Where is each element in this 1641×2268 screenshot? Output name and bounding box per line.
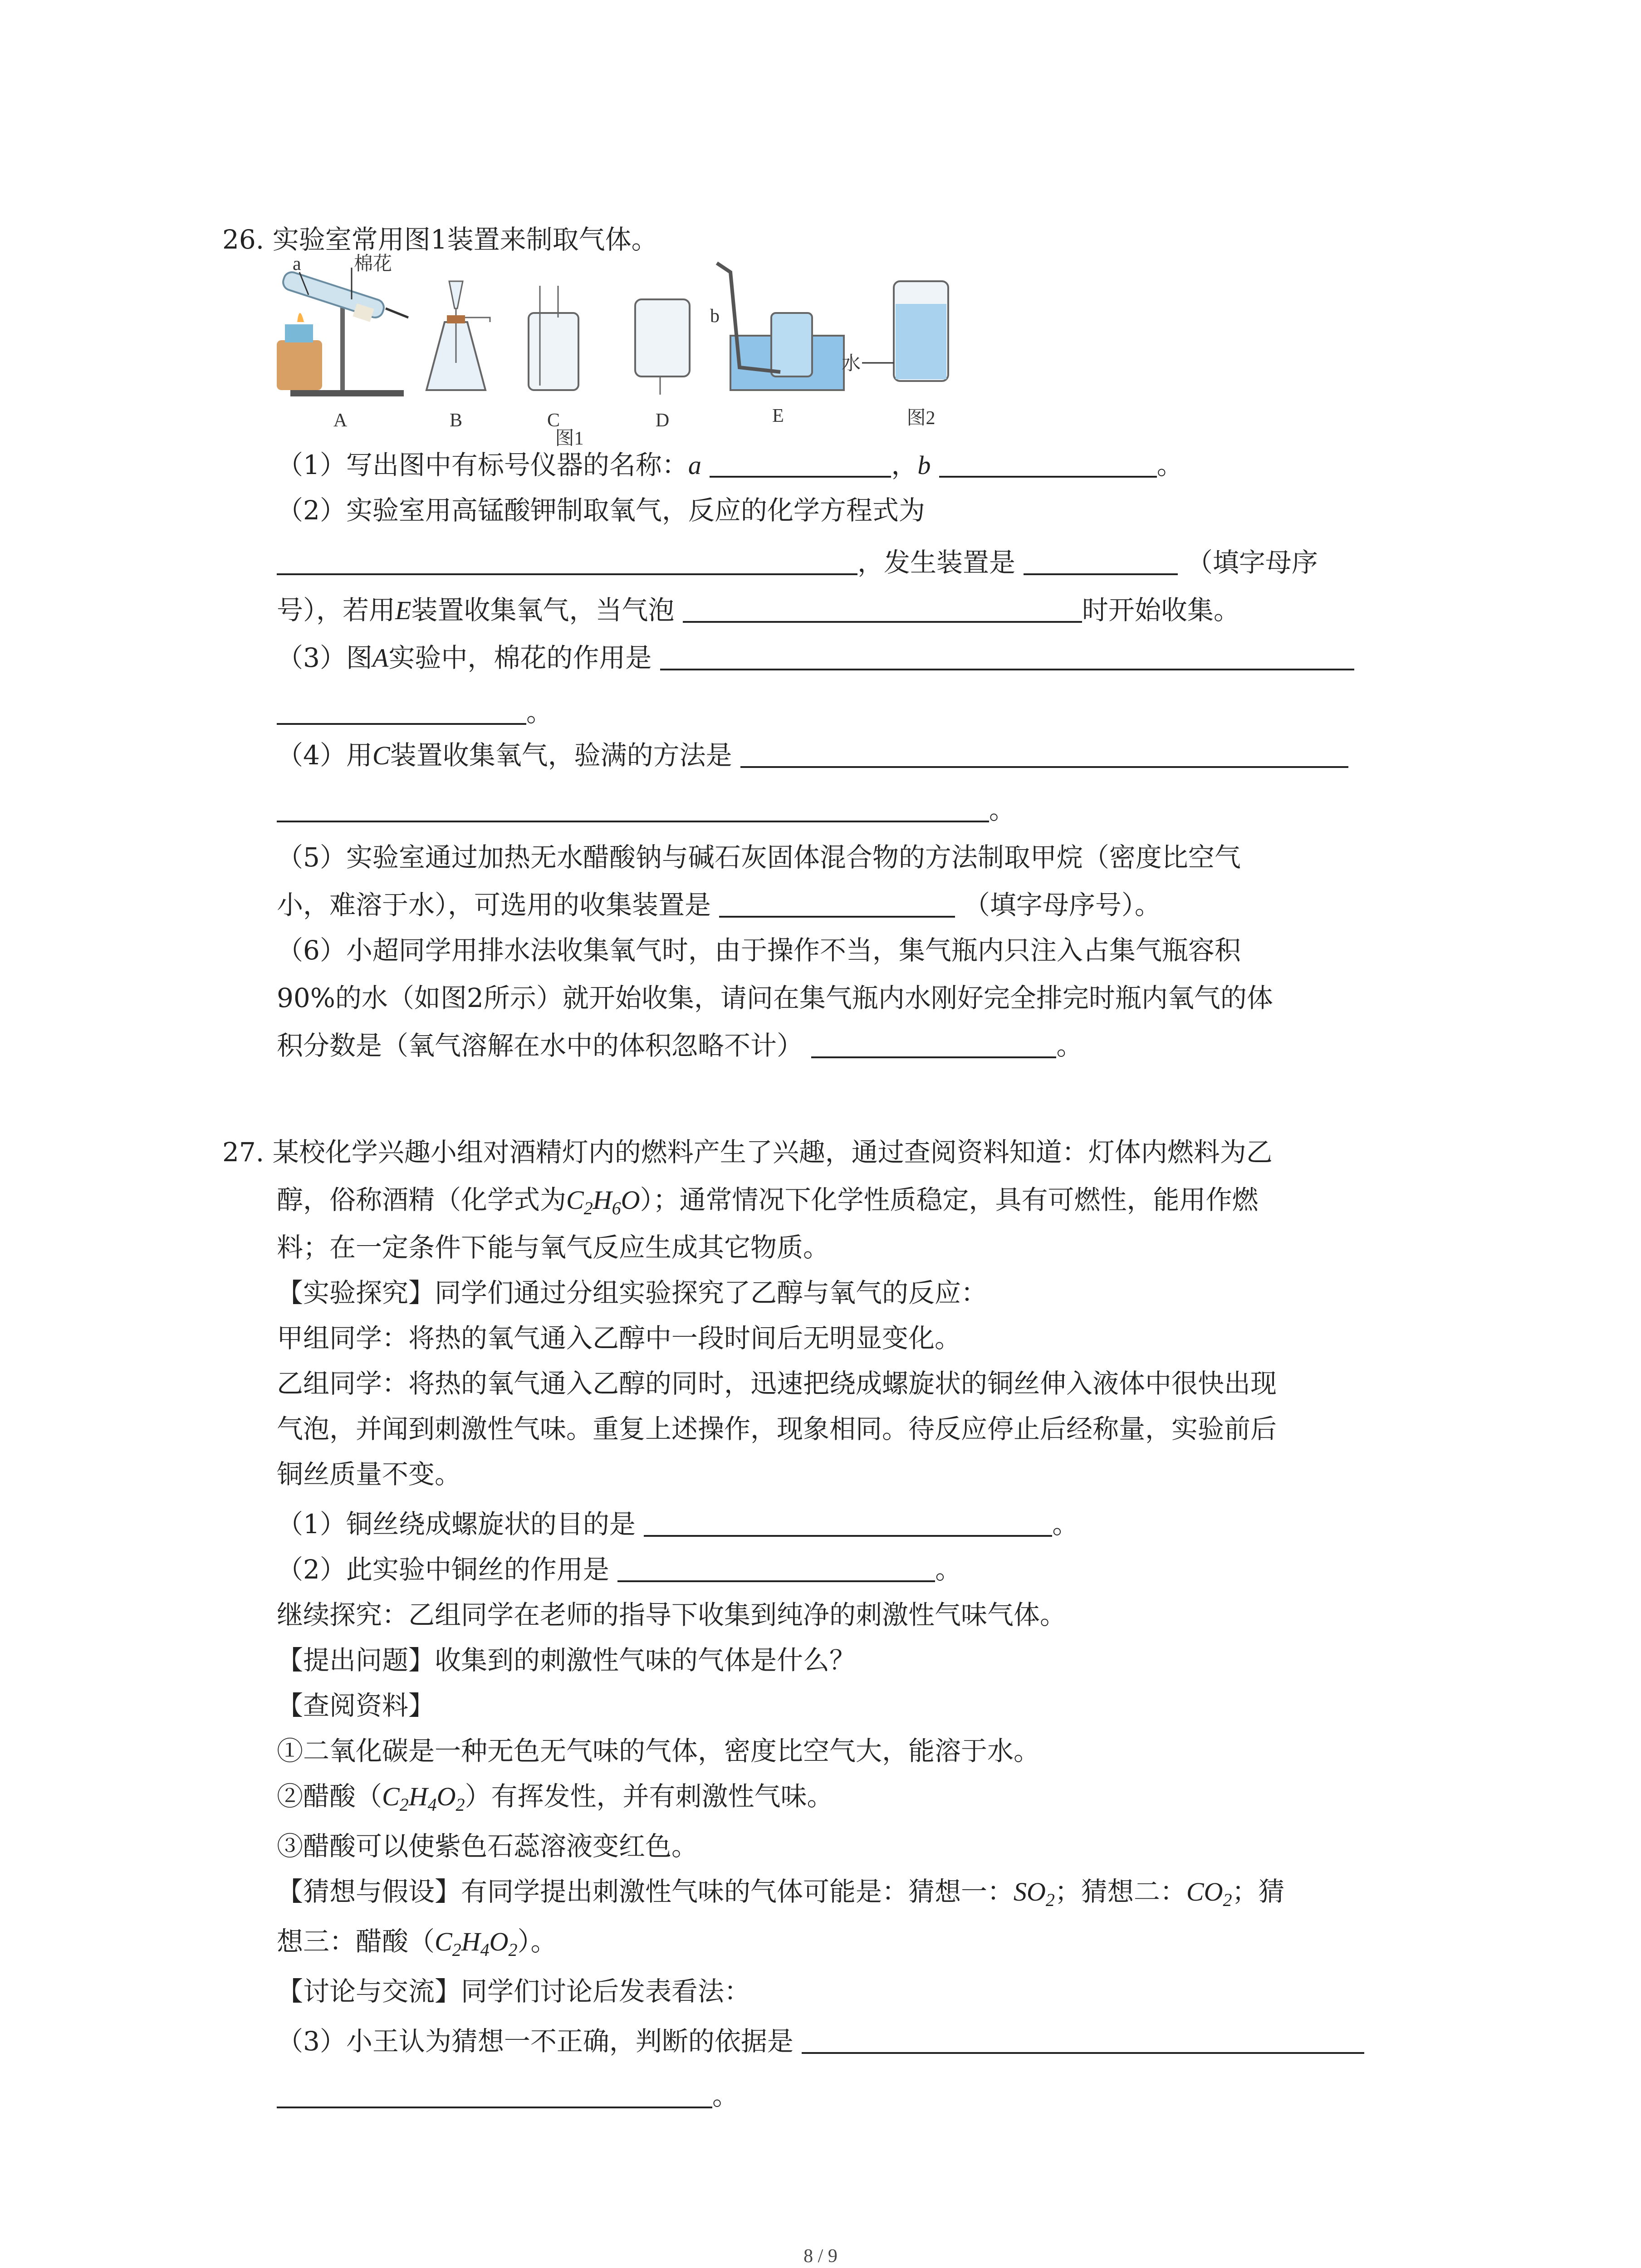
q26-number: 26. <box>222 224 265 255</box>
q27-hyp-line1: 【猜想与假设】有同学提出刺激性气味的气体可能是：猜想一：$SO_2$；猜想二：$CO_2$；猜 <box>277 1876 1285 1910</box>
q26-sub5-line2: 小，难溶于水），可选用的收集装置是 （填字母序号）。 <box>277 890 1161 920</box>
q26-sub4-line1: （4）用C装置收集氧气，验满的方法是 <box>277 737 1348 774</box>
label-water: 水 <box>842 353 861 374</box>
q26-sub5-line1: （5）实验室通过加热无水醋酸钠与碱石灰固体混合物的方法制取甲烷（密度比空气 <box>277 842 1241 873</box>
q27-line12: 【提出问题】收集到的刺激性气味的气体是什么？ <box>277 1645 856 1676</box>
q27-hyp-line2: 想三：醋酸$(C_2H_4O_2)$。 <box>277 1926 557 1960</box>
q26-sub3-line1: （3）图A实验中，棉花的作用是 <box>277 640 1354 676</box>
label-a: a <box>293 254 301 274</box>
q26-sub2-line3: 号），若用E装置收集氧气，当气泡 时开始收集。 <box>277 595 1240 626</box>
answer-blank-27-3a[interactable] <box>802 2025 1364 2054</box>
answer-blank-1b[interactable] <box>939 449 1157 478</box>
fig1-caption: 图1 <box>555 428 584 449</box>
answer-blank-6[interactable] <box>811 1029 1056 1058</box>
q27-line5: 甲组同学：将热的氧气通入乙醇中一段时间后无明显变化。 <box>277 1323 961 1354</box>
apparatus-e <box>555 263 844 449</box>
q27-line13: 【查阅资料】 <box>277 1690 435 1721</box>
apparatus-diagram <box>272 254 980 449</box>
q27-line7: 气泡，并闻到刺激性气味。重复上述操作，现象相同。待反应停止后经称量，实验前后 <box>277 1413 1277 1444</box>
label-E: E <box>772 406 784 426</box>
fig2-caption: 图2 <box>906 408 936 429</box>
answer-blank-27-1[interactable] <box>644 1508 1052 1537</box>
q26-sub4-line2: 。 <box>277 792 1015 828</box>
q26-stem <box>222 221 658 258</box>
q26-sub6-line3: 积分数是（氧气溶解在水中的体积忽略不计） 。 <box>277 1030 1083 1061</box>
apparatus-b <box>426 281 490 431</box>
q27-discuss: 【讨论与交流】同学们讨论后发表看法： <box>277 1976 751 2007</box>
q27-ref2: ②醋酸$(C_2H_4O_2)$有挥发性，并有刺激性气味。 <box>277 1781 833 1815</box>
q26-figure <box>272 254 980 449</box>
q26-stem-text: 实验室常用图1装置来制取气体。 <box>272 224 658 255</box>
answer-blank-3a[interactable] <box>660 641 1354 670</box>
label-cotton: 棉花 <box>354 254 392 274</box>
apparatus-d <box>635 299 690 431</box>
answer-blank-3b[interactable] <box>277 696 526 725</box>
q26-sub2-line2: ，发生装置是 （填字母序 <box>277 544 1318 581</box>
apparatus-a <box>277 254 408 431</box>
answer-blank-27-3b[interactable] <box>277 2079 712 2108</box>
q27-ref3: ③醋酸可以使紫色石蕊溶液变红色。 <box>277 1831 698 1862</box>
label-B: B <box>449 410 463 431</box>
label-D: D <box>655 410 670 431</box>
formula-so2: $SO_2$ <box>1014 1877 1055 1910</box>
formula-ethanol: $C_2H_6O$ <box>566 1185 640 1218</box>
q27-line4: 【实验探究】同学们通过分组实验探究了乙醇与氧气的反应： <box>277 1277 988 1308</box>
figure-2-bottle <box>842 281 948 429</box>
q27-sub1: （1）铜丝绕成螺旋状的目的是 。 <box>277 1509 1079 1540</box>
answer-blank-1a[interactable] <box>710 449 891 478</box>
q26-sub2-line1: （2）实验室用高锰酸钾制取氧气，反应的化学方程式为 <box>277 495 925 526</box>
q27-line11: 继续探究：乙组同学在老师的指导下收集到纯净的刺激性气味气体。 <box>277 1599 1067 1630</box>
answer-blank-4b[interactable] <box>277 793 989 822</box>
formula-co2: $CO_2$ <box>1186 1877 1232 1910</box>
answer-blank-2b[interactable] <box>1024 546 1178 575</box>
q26-sub3-line2: 。 <box>277 694 553 730</box>
q27-line1: 27. 某校化学兴趣小组对酒精灯内的燃料产生了兴趣，通过查阅资料知道：灯体内燃料为乙 <box>222 1137 1273 1168</box>
q27-sub2: （2）此实验中铜丝的作用是 。 <box>277 1554 962 1585</box>
q27-number: 27. <box>222 1137 265 1168</box>
answer-blank-5[interactable] <box>719 889 955 918</box>
q27-line6: 乙组同学：将热的氧气通入乙醇的同时，迅速把绕成螺旋状的铜丝伸入液体中很快出现 <box>277 1368 1277 1399</box>
label-C: C <box>547 410 560 431</box>
answer-blank-2a[interactable] <box>277 546 857 575</box>
formula-acetic-acid-2: $C_2H_4O_2$ <box>435 1927 518 1960</box>
q26-sub6-line1: （6）小超同学用排水法收集氧气时，由于操作不当，集气瓶内只注入占集气瓶容积 <box>277 935 1241 966</box>
q27-line3: 料；在一定条件下能与氧气反应生成其它物质。 <box>277 1232 830 1263</box>
apparatus-c <box>529 286 578 431</box>
formula-acetic-acid: $C_2H_4O_2$ <box>382 1782 465 1815</box>
q27-line2: 醇，俗称酒精（化学式为$C_2H_6O$）；通常情况下化学性质稳定，具有可燃性，能用作燃 <box>277 1184 1259 1218</box>
answer-blank-2c[interactable] <box>683 594 1082 623</box>
answer-blank-4a[interactable] <box>740 739 1348 768</box>
answer-blank-27-2[interactable] <box>617 1553 935 1582</box>
label-A: A <box>333 410 348 431</box>
q27-sub3-line2: 。 <box>277 2077 739 2114</box>
page-number: 8 / 9 <box>803 2246 838 2267</box>
q27-line8: 铜丝质量不变。 <box>277 1459 461 1490</box>
q27-sub3-line1: （3）小王认为猜想一不正确，判断的依据是 <box>277 2023 1364 2059</box>
q27-ref1: ①二氧化碳是一种无色无气味的气体，密度比空气大，能溶于水。 <box>277 1735 1040 1766</box>
q26-sub1: （1）写出图中有标号仪器的名称：a ，b 。 <box>277 450 1183 480</box>
label-b: b <box>710 306 720 327</box>
q26-sub6-line2: 90%的水（如图2所示）就开始收集，请问在集气瓶内水刚好完全排完时瓶内氧气的体 <box>277 982 1273 1013</box>
